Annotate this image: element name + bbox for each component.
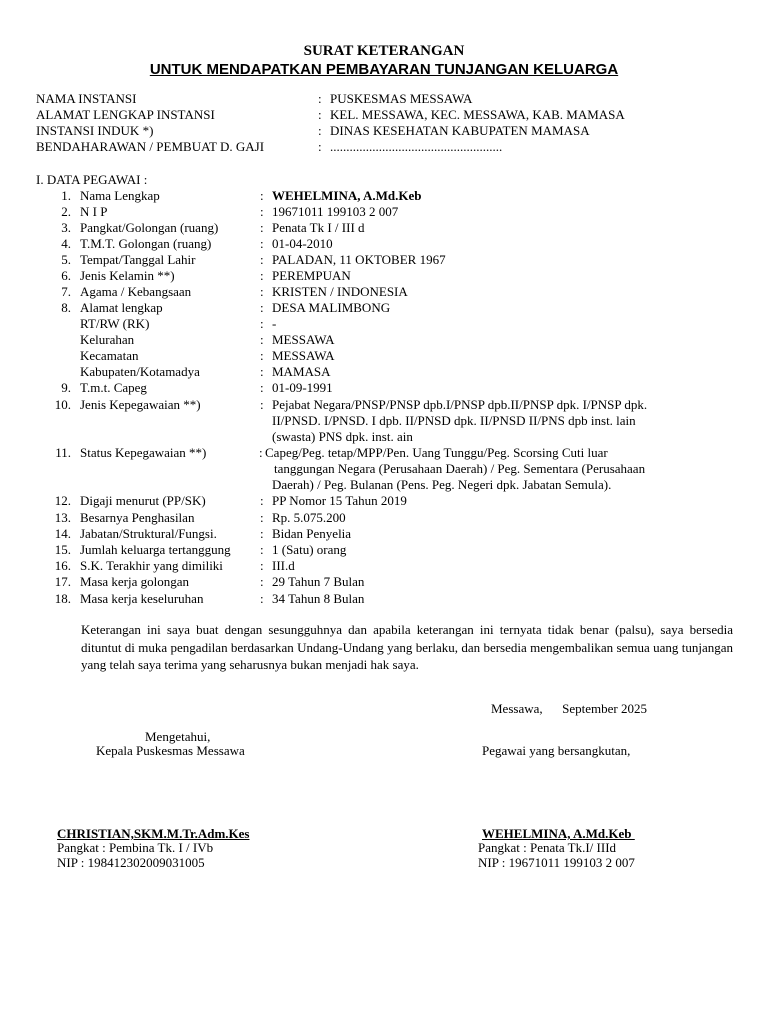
row-value: Bidan Penyelia (272, 526, 352, 541)
row-colon: : (260, 188, 264, 203)
left-signatory-nip: NIP : 198412302009031005 (57, 855, 205, 870)
row-label: Kecamatan (80, 348, 139, 363)
row-number: 17. (54, 574, 71, 589)
row-colon: : (260, 252, 264, 267)
row-value: PEREMPUAN (272, 268, 351, 283)
row-number: 14. (54, 526, 71, 541)
row-number: 9. (61, 380, 71, 395)
row-value: III.d (272, 558, 295, 573)
row-colon: : (260, 510, 264, 525)
right-signatory-rank: Pangkat : Penata Tk.I/ IIId (478, 840, 617, 855)
row-label: S.K. Terakhir yang dimiliki (80, 558, 223, 573)
row-value: Pejabat Negara/PNSP/PNSP dpb.I/PNSP dpb.II/PNSP dpk. I/PNSP dpk. (272, 397, 648, 412)
row-label: Tempat/Tanggal Lahir (80, 252, 196, 267)
row-label: Agama / Kebangsaan (80, 284, 192, 299)
row-colon: : (260, 204, 264, 219)
row-label: Masa kerja keseluruhan (80, 591, 204, 606)
row-colon: : (260, 574, 264, 589)
row-number: 7. (61, 284, 71, 299)
row-colon: : (260, 526, 264, 541)
field-value: DINAS KESEHATAN KABUPATEN MAMASA (330, 123, 590, 138)
row-label: Kelurahan (80, 332, 135, 347)
row-label: Alamat lengkap (80, 300, 163, 315)
row-value: PP Nomor 15 Tahun 2019 (272, 493, 407, 508)
field-colon: : (318, 123, 322, 138)
row-value: MESSAWA (272, 332, 335, 347)
row-number: 12. (54, 493, 71, 508)
row-value: 34 Tahun 8 Bulan (272, 591, 365, 606)
row-value: MAMASA (272, 364, 331, 379)
row-value: 29 Tahun 7 Bulan (272, 574, 365, 589)
row-label: Jenis Kelamin **) (80, 268, 175, 283)
row-colon: : (260, 380, 264, 395)
left-signatory-role: Kepala Puskesmas Messawa (96, 743, 245, 758)
statement-paragraph: Keterangan ini saya buat dengan sesungguhnya dan apabila keterangan ini ternyata tidak benar (palsu), saya bersedia dituntut di muka pengadilan berdasarkan Undang-Undang yang berlaku, dan bersedia mengembalikan semua uang tunjangan yang telah saya terima yang seharusnya bukan menjadi hak saya. (81, 622, 733, 672)
row-label: Kabupaten/Kotamadya (80, 364, 200, 379)
row-number: 5. (61, 252, 71, 267)
row-label: T.M.T. Golongan (ruang) (80, 236, 212, 251)
row-number: 8. (61, 300, 71, 315)
row-colon: : (260, 316, 264, 331)
row-value: Rp. 5.075.200 (272, 510, 346, 525)
row-label: Besarnya Penghasilan (80, 510, 195, 525)
row-number: 13. (54, 510, 71, 525)
row-label: Jenis Kepegawaian **) (80, 397, 201, 412)
row-colon: : (260, 284, 264, 299)
row-value: Penata Tk I / III d (272, 220, 365, 235)
row-label: Status Kepegawaian **) (80, 445, 207, 460)
field-value: KEL. MESSAWA, KEC. MESSAWA, KAB. MAMASA (330, 107, 625, 122)
row-number: 3. (61, 220, 71, 235)
field-label: BENDAHARAWAN / PEMBUAT D. GAJI (36, 139, 265, 154)
row-label: Pangkat/Golongan (ruang) (80, 220, 219, 235)
field-label: INSTANSI INDUK *) (36, 123, 154, 138)
right-signatory-name: WEHELMINA, A.Md.Keb (482, 826, 635, 841)
place-date: Messawa, September 2025 (491, 701, 647, 716)
left-signatory-rank: Pangkat : Pembina Tk. I / IVb (57, 840, 214, 855)
row-label: RT/RW (RK) (80, 316, 150, 331)
left-signatory-name: CHRISTIAN,SKM.M.Tr.Adm.Kes (57, 826, 250, 841)
row-value: WEHELMINA, A.Md.Keb (272, 188, 422, 203)
row-number: 1. (61, 188, 71, 203)
jenis-kepegawaian-continuation: (swasta) PNS dpk. inst. ain (272, 429, 413, 444)
row-value: Capeg/Peg. tetap/MPP/Pen. Uang Tunggu/Peg. Scorsing Cuti luar (265, 445, 608, 460)
row-colon: : (260, 542, 264, 557)
document-title: SURAT KETERANGAN (303, 43, 465, 59)
row-value: 19671011 199103 2 007 (272, 204, 399, 219)
row-label: N I P (80, 204, 108, 219)
row-colon: : (260, 236, 264, 251)
field-colon: : (318, 139, 322, 154)
row-value: KRISTEN / INDONESIA (272, 284, 408, 299)
row-label: T.m.t. Capeg (80, 380, 147, 395)
row-label: Jumlah keluarga tertanggung (80, 542, 231, 557)
row-number: 18. (54, 591, 71, 606)
row-colon: : (260, 348, 264, 363)
row-value: - (272, 316, 277, 331)
field-value: ..................................................... (330, 139, 503, 154)
right-signatory-role: Pegawai yang bersangkutan, (482, 743, 631, 758)
field-label: NAMA INSTANSI (36, 91, 137, 106)
row-label: Masa kerja golongan (80, 574, 190, 589)
row-value: 01-04-2010 (272, 236, 333, 251)
status-kepegawaian-continuation: tanggungan Negara (Perusahaan Daerah) / Peg. Sementara (Perusahaan (274, 461, 646, 476)
row-value: 01-09-1991 (272, 380, 333, 395)
row-number: 11. (55, 445, 71, 460)
row-number: 10. (54, 397, 71, 412)
row-value: 1 (Satu) orang (272, 542, 347, 557)
row-number: 2. (61, 204, 71, 219)
field-label: ALAMAT LENGKAP INSTANSI (36, 107, 215, 122)
jenis-kepegawaian-continuation: II/PNSD. I/PNSD. I dpb. II/PNSD dpk. II/PNSD II/PNS dpb inst. lain (272, 413, 636, 428)
row-colon: : (260, 493, 264, 508)
row-label: Digaji menurut (PP/SK) (80, 493, 206, 508)
row-colon: : (260, 558, 264, 573)
row-colon: : (260, 300, 264, 315)
section-title: I. DATA PEGAWAI : (36, 172, 148, 187)
field-colon: : (318, 107, 322, 122)
status-kepegawaian-continuation: Daerah) / Peg. Bulanan (Pens. Peg. Negeri dpk. Jabatan Semula). (272, 477, 612, 492)
right-signatory-nip: NIP : 19671011 199103 2 007 (478, 855, 635, 870)
row-colon: : (260, 268, 264, 283)
known-label: Mengetahui, (145, 729, 211, 744)
row-number: 16. (54, 558, 71, 573)
field-value: PUSKESMAS MESSAWA (330, 91, 473, 106)
row-value: DESA MALIMBONG (272, 300, 391, 315)
row-colon: : (260, 397, 264, 412)
row-colon: : (259, 445, 263, 460)
row-label: Nama Lengkap (80, 188, 160, 203)
row-colon: : (260, 591, 264, 606)
row-number: 6. (61, 268, 71, 283)
document-subtitle: UNTUK MENDAPATKAN PEMBAYARAN TUNJANGAN KELUARGA (149, 61, 619, 78)
row-label: Jabatan/Struktural/Fungsi. (80, 526, 217, 541)
row-value: MESSAWA (272, 348, 335, 363)
field-colon: : (318, 91, 322, 106)
row-value: PALADAN, 11 OKTOBER 1967 (272, 252, 446, 267)
row-number: 15. (54, 542, 71, 557)
row-number: 4. (61, 236, 71, 251)
row-colon: : (260, 332, 264, 347)
row-colon: : (260, 220, 264, 235)
row-colon: : (260, 364, 264, 379)
